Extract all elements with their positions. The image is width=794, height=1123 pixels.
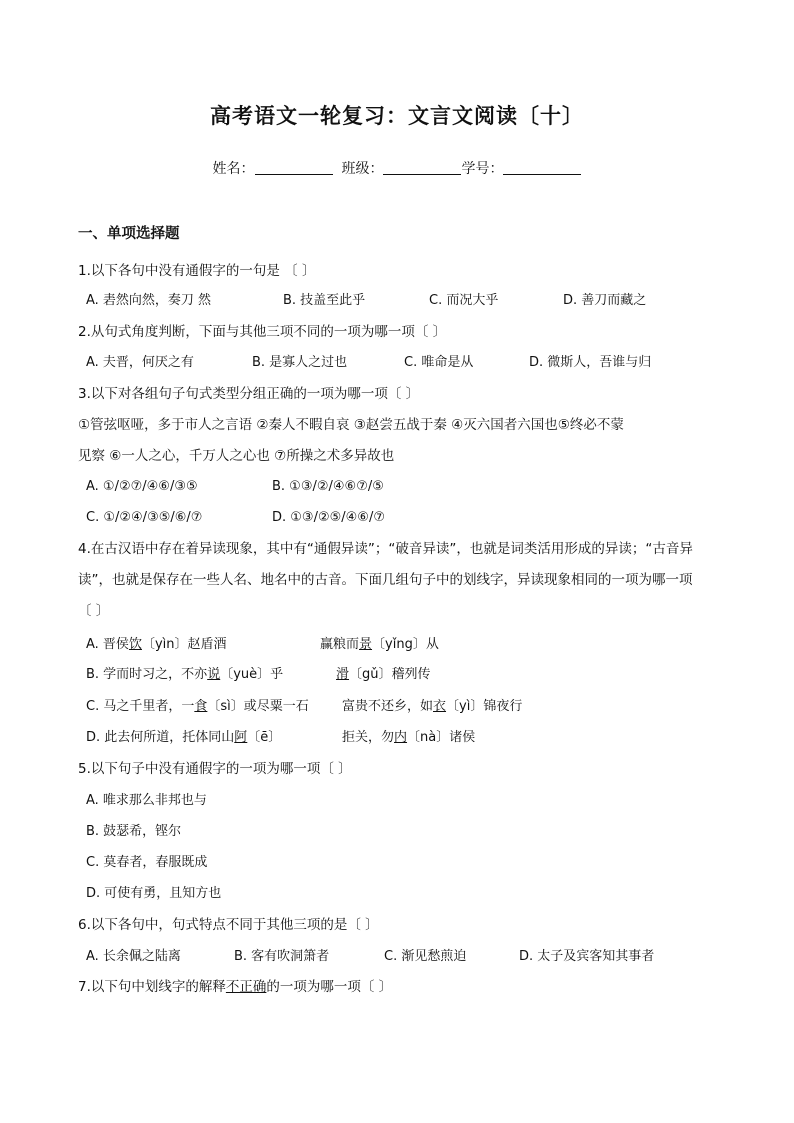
q1-option-d: D. 善刀而藏之: [563, 293, 647, 308]
question-3-sentences-line-2: 见察 ⑥一人之心，千万人之心也 ⑦所操之术多异故也: [78, 448, 395, 464]
q4-option-b-part-1: B. 学而时习之，不亦说〔yuè〕乎: [86, 667, 284, 682]
class-blank[interactable]: [383, 160, 461, 175]
q5-option-c: C. 莫春者，春服既成: [86, 855, 208, 870]
question-1-stem: 1.以下各句中没有通假字的一句是 〔 〕: [78, 263, 316, 279]
question-3-sentences-line-1: ①管弦呕哑，多于市人之言语 ②秦人不暇自哀 ③赵尝五战于秦 ④灭六国者六国也⑤终必不蒙: [78, 417, 624, 433]
q6-option-b: B. 客有吹洞箫者: [234, 949, 330, 964]
q4-option-a-part-2: 赢粮而景〔yǐng〕从: [320, 637, 439, 652]
question-4-stem-line-2: 读”，也就是保存在一些人名、地名中的古音。下面几组句子中的划线字，异读现象相同的一项为哪一项: [78, 572, 693, 588]
q5-option-a: A. 唯求那么非邦也与: [86, 793, 207, 808]
q1-option-b: B. 技盖至此乎: [283, 293, 366, 308]
q2-option-b: B. 是寡人之过也: [252, 355, 348, 370]
q3-option-d: D. ①③/②⑤/④⑥/⑦: [272, 510, 385, 525]
question-3-stem: 3.以下对各组句子句式类型分组正确的一项为哪一项〔 〕: [78, 386, 420, 402]
name-blank[interactable]: [255, 160, 333, 175]
student-info: [0, 158, 794, 178]
question-4-answer-blank: 〔 〕: [78, 603, 110, 619]
q6-option-a: A. 长余佩之陆离: [86, 949, 181, 964]
q4-option-d-part-1: D. 此去何所道，托体同山阿〔ē〕: [86, 730, 282, 745]
q5-option-d: D. 可使有勇，且知方也: [86, 886, 222, 901]
q3-option-c: C. ①/②④/③⑤/⑥/⑦: [86, 510, 203, 525]
id-label: 学号：: [461, 161, 504, 177]
q2-option-c: C. 唯命是从: [404, 355, 474, 370]
name-label: 姓名：: [212, 161, 255, 177]
question-6-stem: 6.以下各句中，句式特点不同于其他三项的是〔 〕: [78, 917, 379, 933]
question-5-stem: 5.以下句子中没有通假字的一项为哪一项〔 〕: [78, 761, 352, 777]
class-label: 班级：: [341, 161, 384, 177]
q2-option-d: D. 微斯人，吾谁与归: [529, 355, 652, 370]
question-2-stem: 2.从句式角度判断，下面与其他三项不同的一项为哪一项〔 〕: [78, 324, 447, 340]
q1-option-c: C. 而况大乎: [429, 293, 499, 308]
q4-option-a-part-1: A. 晋侯饮〔yìn〕赵盾酒: [86, 637, 227, 652]
q4-option-b-part-2: 滑〔gǔ〕稽列传: [336, 667, 431, 682]
q2-option-a: A. 夫晋，何厌之有: [86, 355, 194, 370]
id-blank[interactable]: [503, 160, 581, 175]
q4-option-c-part-2: 富贵不还乡，如衣〔yì〕锦夜行: [342, 699, 523, 714]
page-title: 高考语文一轮复习：文言文阅读〔十〕: [210, 104, 584, 128]
q4-option-c-part-1: C. 马之千里者，一食〔sì〕或尽粟一石: [86, 699, 309, 714]
q3-option-a: A. ①/②⑦/④⑥/③⑤: [86, 479, 198, 494]
q4-option-d-part-2: 拒关，勿内〔nà〕诸侯: [342, 730, 476, 745]
q3-option-b: B. ①③/②/④⑥⑦/⑤: [272, 479, 384, 494]
question-7-stem: 7.以下句中划线字的解释不正确的一项为哪一项〔 〕: [78, 979, 393, 995]
q6-option-d: D. 太子及宾客知其事者: [519, 949, 655, 964]
section-heading: 一、单项选择题: [78, 226, 180, 242]
q5-option-b: B. 鼓瑟希，铿尔: [86, 824, 182, 839]
q1-option-a: A. 砉然向然，奏刀 然: [86, 293, 212, 308]
question-4-stem-line-1: 4.在古汉语中存在着异读现象，其中有“通假异读”；“破音异读”，也就是词类活用形成的异读；“古音异: [78, 541, 693, 557]
q6-option-c: C. 渐见愁煎迫: [384, 949, 467, 964]
